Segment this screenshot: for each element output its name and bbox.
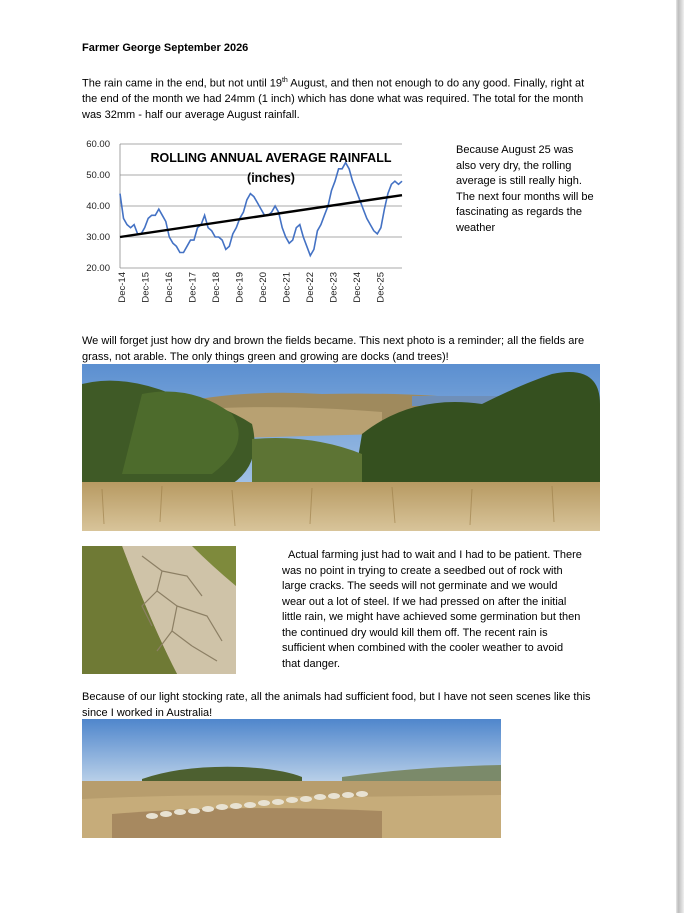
x-tick-label: Dec-24 <box>352 272 363 303</box>
chart-subtitle: (inches) <box>247 171 295 185</box>
cracked-earth-photo <box>82 546 236 674</box>
paragraph-fields: We will forget just how dry and brown the fields became. This next photo is a reminder; all the fields are grass, not arable. The only things green and growing are docks (and trees)! <box>82 335 585 363</box>
x-tick-label: Dec-21 <box>281 272 293 303</box>
x-tick-label: Dec-18 <box>211 272 222 303</box>
chart-title: ROLLING ANNUAL AVERAGE RAINFALL <box>150 151 392 165</box>
rainfall-chart-svg <box>82 138 412 320</box>
x-tick-label: Dec-15 <box>140 272 152 303</box>
x-tick-label: Dec-22 <box>305 272 316 303</box>
paragraph-stocking: Because of our light stocking rate, all the animals had sufficient food, but I have not seen scenes like this since I worked in Australia! <box>82 691 591 719</box>
y-tick-label: 40.00 <box>86 201 110 212</box>
rainfall-chart <box>82 138 412 320</box>
x-tick-label: Dec-17 <box>187 272 199 303</box>
page-edge <box>676 0 684 913</box>
y-tick-label: 20.00 <box>86 263 110 274</box>
x-tick-label: Dec-19 <box>234 272 246 303</box>
x-tick-label: Dec-20 <box>258 272 269 303</box>
sheep-on-dry-pasture-photo <box>82 719 501 838</box>
superscript-th: th <box>281 77 288 84</box>
y-tick-label: 30.00 <box>86 232 110 243</box>
panorama-dry-fields-photo <box>82 364 600 531</box>
x-tick-label: Dec-25 <box>375 272 387 303</box>
y-tick-label: 50.00 <box>86 170 110 181</box>
paragraph-intro-part2: August, and then not enough to do any good. Finally, right at the end of the month we had 24mm (1 inch) which has done what was required. The total for the month was 32mm - half our average August rainfall. <box>82 77 585 121</box>
paragraph-intro <box>82 73 602 123</box>
document-title: Farmer George September 2026 <box>82 42 249 54</box>
x-tick-label: Dec-14 <box>117 272 128 303</box>
x-tick-label: Dec-23 <box>328 272 340 303</box>
paragraph-intro-part1: The rain came in the end, but not until 19 <box>82 77 282 90</box>
x-tick-label: Dec-16 <box>164 272 175 303</box>
paragraph-patience: Actual farming just had to wait and I had to be patient. There was no point in trying to create a seedbed out of rock with large cracks. The seeds will not germinate and we would wear out a lot of steel. If we had pressed on after the initial little rain, we might have achieved some germination but then the continued dry would kill them off. The recent rain is sufficient when combined with the cooler weather to avoid that danger. <box>282 549 582 670</box>
y-tick-label: 60.00 <box>86 139 110 150</box>
chart-side-note: Because August 25 was also very dry, the rolling average is still really high. The next four months will be fascinating as regards the weather <box>456 144 594 234</box>
